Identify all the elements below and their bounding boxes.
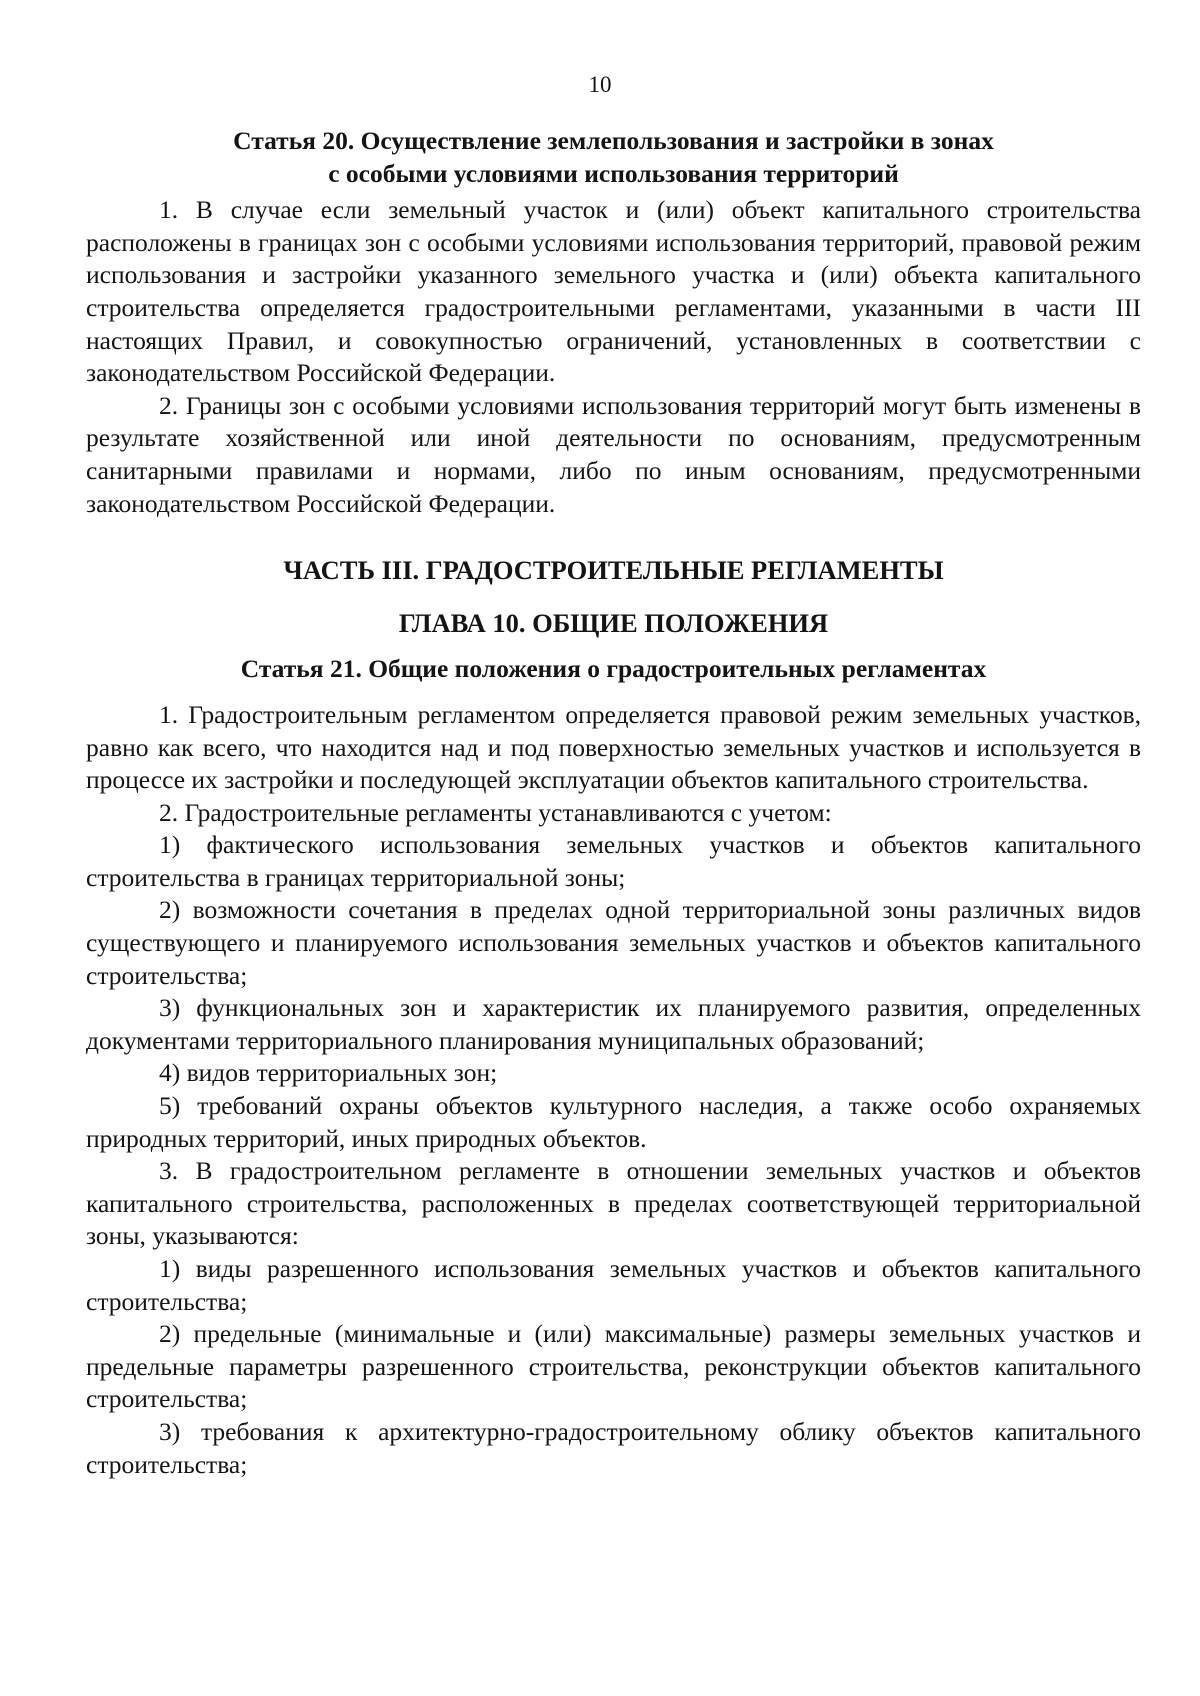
article-20-title-line-1: Статья 20. Осуществление землепользования и застройки в зонах	[233, 126, 994, 155]
article-20-title	[86, 125, 1141, 190]
article-20-title-line-2: с особыми условиями использования территорий	[328, 158, 899, 188]
article-20-paragraph: 1. В случае если земельный участок и (или) объект капитального строительства расположены в границах зон с особыми условиями использования территорий, правовой режим использования и застройки указанного земельного участка и (или) объекта капитального строительства определяется градостроительными регламентами, указанными в части III настоящих Правил, и совокупностью ограничений, установленных в соответствии с законодательством Российской Федерации.	[86, 195, 1141, 388]
article-21-list-item: 2) предельные (минимальные и (или) максимальные) размеры земельных участков и предельные параметры разрешенного строительства, реконструкции объектов капитального строительства;	[86, 1319, 1141, 1414]
article-21-title: Статья 21. Общие положения о градостроительных регламентах	[240, 654, 987, 684]
article-21-paragraph: 2. Градостроительные регламенты устанавливаются с учетом:	[159, 797, 832, 827]
article-21-list-item: 2) возможности сочетания в пределах одной территориальной зоны различных видов существующего и планируемого использования земельных участков и объектов капитального строительства;	[86, 895, 1141, 990]
article-21-list-item: 5) требований охраны объектов культурного наследия, а также особо охраняемых природных территорий, иных природных объектов.	[86, 1091, 1141, 1153]
article-21-paragraph: 1. Градостроительным регламентом определяется правовой режим земельных участков, равно как всего, что находится над и под поверхностью земельных участков и используется в процессе их застройки и последующей эксплуатации объектов капитального строительства.	[86, 699, 1141, 795]
part-title: ЧАСТЬ III. ГРАДОСТРОИТЕЛЬНЫЕ РЕГЛАМЕНТЫ	[283, 555, 944, 586]
article-21-list-item: 1) фактического использования земельных участков и объектов капитального строительства в границах территориальной зоны;	[86, 830, 1141, 892]
article-21-list-item: 1) виды разрешенного использования земельных участков и объектов капитального строительства;	[86, 1254, 1141, 1316]
chapter-title: ГЛАВА 10. ОБЩИЕ ПОЛОЖЕНИЯ	[398, 607, 829, 638]
article-20-paragraph: 2. Границы зон с особыми условиями использования территорий могут быть изменены в результате хозяйственной или иной деятельности по основаниям, предусмотренным санитарными правилами и нормами, либо по иным основаниям, предусмотренными законодательством Российской Федерации.	[86, 390, 1141, 518]
article-21-list-item: 3) требования к архитектурно-градостроительному облику объектов капитального строительства;	[86, 1416, 1141, 1479]
article-21-list-item: 3) функциональных зон и характеристик их планируемого развития, определенных документами территориального планирования муниципальных образований;	[86, 993, 1141, 1055]
article-21-list-item: 4) видов территориальных зон;	[159, 1058, 498, 1088]
document-body	[86, 125, 1141, 1481]
page-number: 10	[588, 72, 612, 97]
article-21-paragraph: 3. В градостроительном регламенте в отношении земельных участков и объектов капитального строительства, расположенных в пределах соответствующей территориальной зоны, указываются:	[86, 1156, 1141, 1251]
